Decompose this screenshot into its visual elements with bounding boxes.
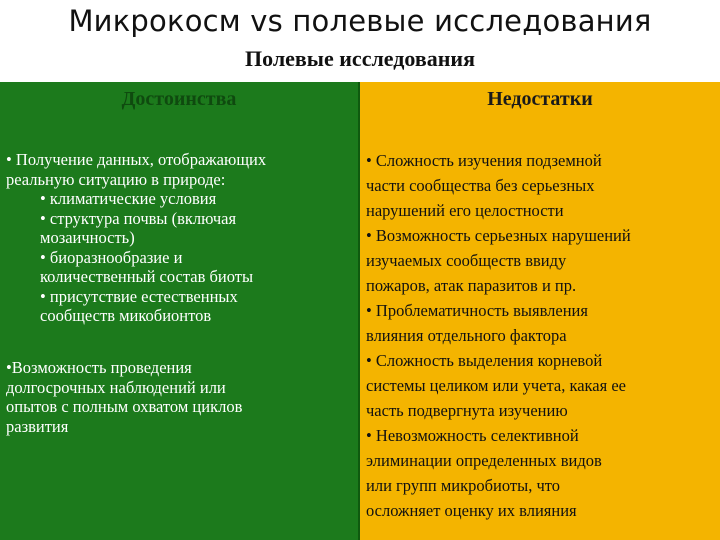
disadvantage-line: • Сложность изучения подземной [366, 151, 602, 170]
disadvantage-line: осложняет оценку их влияния [366, 501, 577, 520]
disadvantages-list [366, 148, 631, 523]
advantages-block-2 [6, 358, 242, 436]
advantage-line: • климатические условия [40, 189, 217, 208]
disadvantage-line: системы целиком или учета, какая ее [366, 376, 626, 395]
slide-title: Микрокосм vs полевые исследования [68, 4, 652, 38]
disadvantage-line: части сообщества без серьезных [366, 176, 595, 195]
advantage-line: развития [6, 416, 69, 436]
advantages-block-1 [6, 150, 266, 326]
disadvantages-header: Недостатки [487, 88, 593, 110]
advantage-line: •Возможность проведения [6, 358, 192, 377]
advantages-column [0, 82, 360, 540]
disadvantages-column [360, 82, 720, 540]
slide-subtitle: Полевые исследования [245, 46, 475, 71]
disadvantage-line: • Сложность выделения корневой [366, 351, 603, 370]
disadvantage-line: изучаемых сообществ ввиду [366, 251, 567, 270]
advantage-line: сообществ микобионтов [40, 306, 212, 325]
disadvantage-line: элиминации определенных видов [366, 451, 602, 470]
advantage-line: количественный состав биоты [40, 267, 254, 286]
disadvantage-line: • Возможность серьезных нарушений [366, 226, 631, 245]
disadvantage-line: влияния отдельного фактора [366, 326, 567, 345]
disadvantage-line: • Невозможность селективной [366, 426, 579, 445]
disadvantage-line: нарушений его целостности [366, 201, 564, 220]
advantages-header: Достоинства [121, 88, 237, 110]
disadvantage-line: • Проблематичность выявления [366, 301, 588, 320]
advantage-line: опытов с полным охватом циклов [6, 397, 243, 416]
disadvantage-line: часть подвергнута изучению [366, 401, 568, 420]
disadvantage-line: или групп микробиоты, что [366, 476, 560, 495]
advantage-line: • присутствие естественных [40, 286, 238, 306]
advantage-line: мозаичность) [40, 228, 135, 247]
advantage-line: долгосрочных наблюдений или [6, 377, 226, 397]
advantage-line: реальную ситуацию в природе: [6, 169, 226, 189]
advantage-line: • структура почвы (включая [40, 208, 237, 228]
advantage-line: • Получение данных, отображающих [6, 150, 267, 169]
disadvantage-line: пожаров, атак паразитов и пр. [366, 276, 577, 295]
advantage-line: • биоразнообразие и [40, 247, 183, 267]
